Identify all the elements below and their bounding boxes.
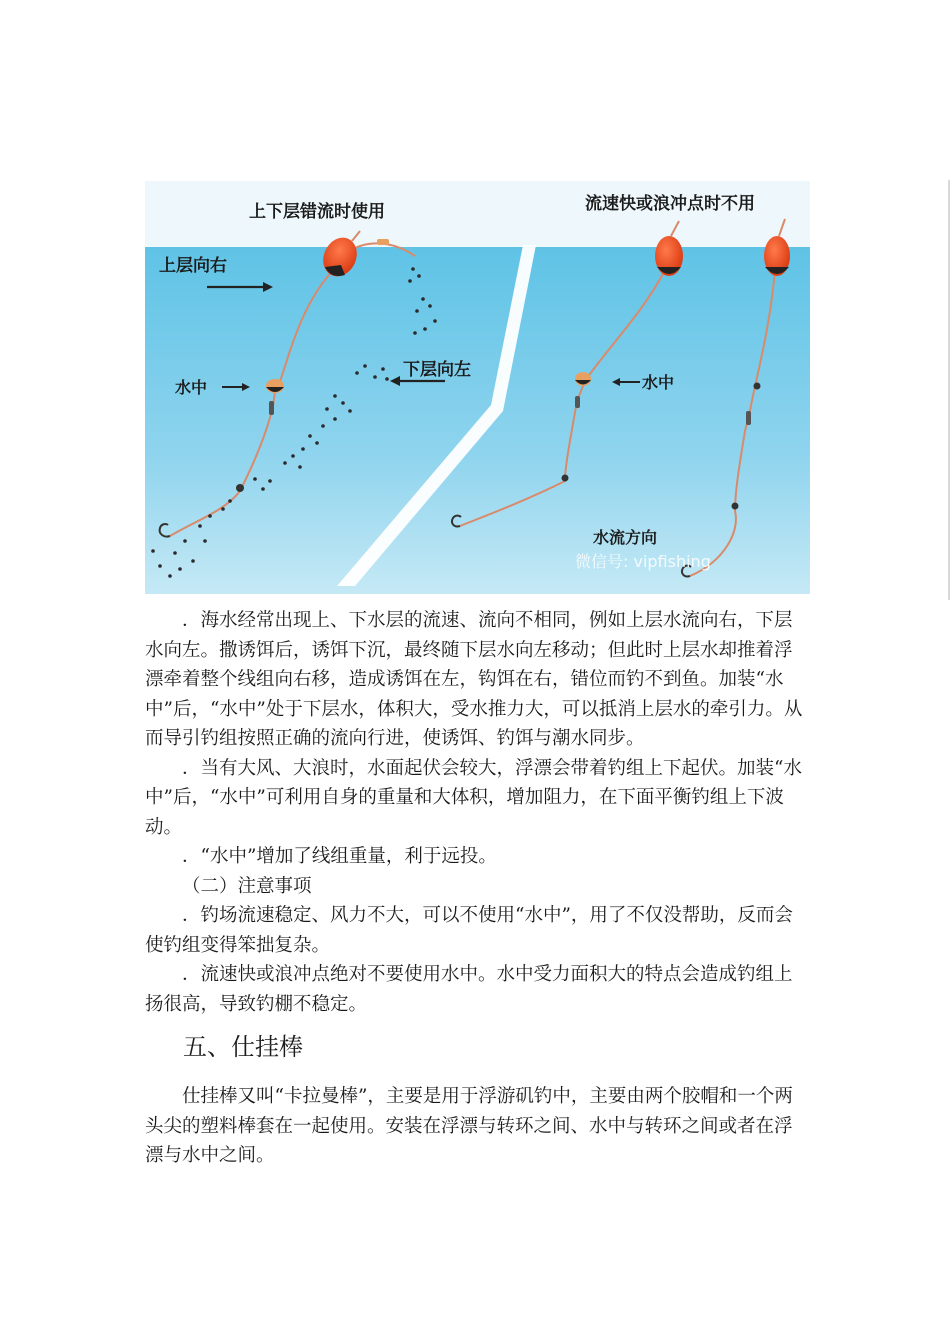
right-rig1-sinker [562, 475, 569, 482]
section-paragraph: 仕挂棒又叫“卡拉曼棒”，主要是用于浮游矶钓中，主要由两个胶帽和一个两头尖的塑料棒套在一起使用。安装在浮漂与转环之间、水中与转环之间或者在浮漂与水中之间。 [145, 1086, 793, 1166]
label-flow-direction: 水流方向 [593, 528, 658, 547]
paragraph-4: ．钓场流速稳定、风力不大，可以不使用“水中”，用了不仅没帮助，反而会使钓组变得笨拙复杂。 [145, 905, 793, 956]
left-swivel [269, 401, 274, 415]
watermark-text: 微信号: vipfishing [575, 552, 711, 571]
figure-title-left: 上下层错流时使用 [249, 202, 385, 222]
paragraph-3: ．“水中”增加了线组重量，利于远投。 [182, 846, 497, 867]
left-sinker [236, 484, 244, 492]
right-rig2-sinker [732, 503, 739, 510]
left-rig-connector [377, 239, 389, 245]
paragraph-2: ．当有大风、大浪时，水面起伏会较大，浮漂会带着钓组上下起伏。加装“水中”后，“水中”可利用自身的重量和大体积，增加阻力，在下面平衡钓组上下波动。 [145, 757, 802, 838]
subheading-notes: （二）注意事项 [182, 875, 312, 897]
label-shuizhong-right: 水中 [642, 373, 675, 392]
paragraph-5: ．流速快或浪冲点绝对不要使用水中。水中受力面积大的特点会造成钓组上扬很高，导致钓棚不稳定。 [145, 964, 793, 1015]
fishing-rig-diagram [145, 181, 810, 594]
section-body [145, 1082, 810, 1171]
right-rig1-swivel [575, 396, 580, 408]
right-rig2-bead [754, 383, 761, 390]
right-rig2-swivel [746, 411, 751, 425]
water-area [145, 247, 810, 594]
label-shuizhong-left: 水中 [175, 378, 208, 397]
body-text-block [145, 606, 810, 1019]
paragraph-1: ．海水经常出现上、下水层的流速、流向不相同，例如上层水流向右，下层水向左。撒诱饵后，诱饵下沉，最终随下层水向左移动；但此时上层水却推着浮漂牵着整个线组向右移，造成诱饵在左，钩饵在右，错位而钓不到鱼。加装“水中”后，“水中”处于下层水，体积大，受水推力大，可以抵消上层水的牵引力。从而导引钓组按照正确的流向行进，使诱饵、钓饵与潮水同步。 [145, 610, 803, 749]
label-upper-right: 上层向右 [159, 256, 227, 276]
label-lower-left: 下层向左 [403, 360, 471, 380]
figure-title-right: 流速快或浪冲点时不用 [585, 194, 755, 214]
section-heading: 五、仕挂棒 [183, 1033, 303, 1061]
